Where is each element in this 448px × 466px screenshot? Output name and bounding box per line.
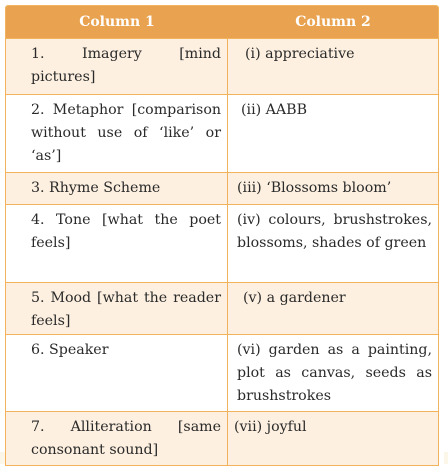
table-row <box>6 172 438 204</box>
column-2-cell: (iv) colours, brushstrokes, blossoms, shades of green <box>237 212 432 251</box>
column-2-cell: (v) a gardener <box>243 290 346 306</box>
matching-table <box>5 5 439 466</box>
column-2-cell: (vi) garden as a painting, plot as canvas, seeds as brushstrokes <box>237 342 432 404</box>
column-2-header: Column 2 <box>295 14 371 30</box>
column-1-cell: 3. Rhyme Scheme <box>6 173 228 204</box>
column-1-cell: 4. Tone [what the poet feels] <box>6 205 228 282</box>
table-row <box>6 204 438 282</box>
table-row <box>6 38 438 94</box>
table-row <box>6 334 438 411</box>
table-row <box>6 282 438 334</box>
column-1-cell: 2. Metaphor [comparison without use of ‘like’ or ‘as’] <box>6 95 228 172</box>
column-1-header: Column 1 <box>79 14 155 30</box>
column-1-cell: 7. Alliteration [same consonant sound] <box>6 412 228 465</box>
table-row <box>6 411 438 465</box>
column-2-cell: (vii) joyful <box>234 419 307 435</box>
column-1-cell: 5. Mood [what the reader feels] <box>6 283 228 334</box>
column-2-cell: (iii) ‘Blossoms bloom’ <box>237 180 392 196</box>
column-2-cell: (ii) AABB <box>241 102 307 118</box>
column-1-cell: 6. Speaker <box>6 335 228 411</box>
table-row <box>6 94 438 172</box>
column-2-cell: (i) appreciative <box>245 46 355 62</box>
column-1-cell: 1. Imagery [mind pictures] <box>6 39 228 94</box>
table-header <box>6 6 438 38</box>
